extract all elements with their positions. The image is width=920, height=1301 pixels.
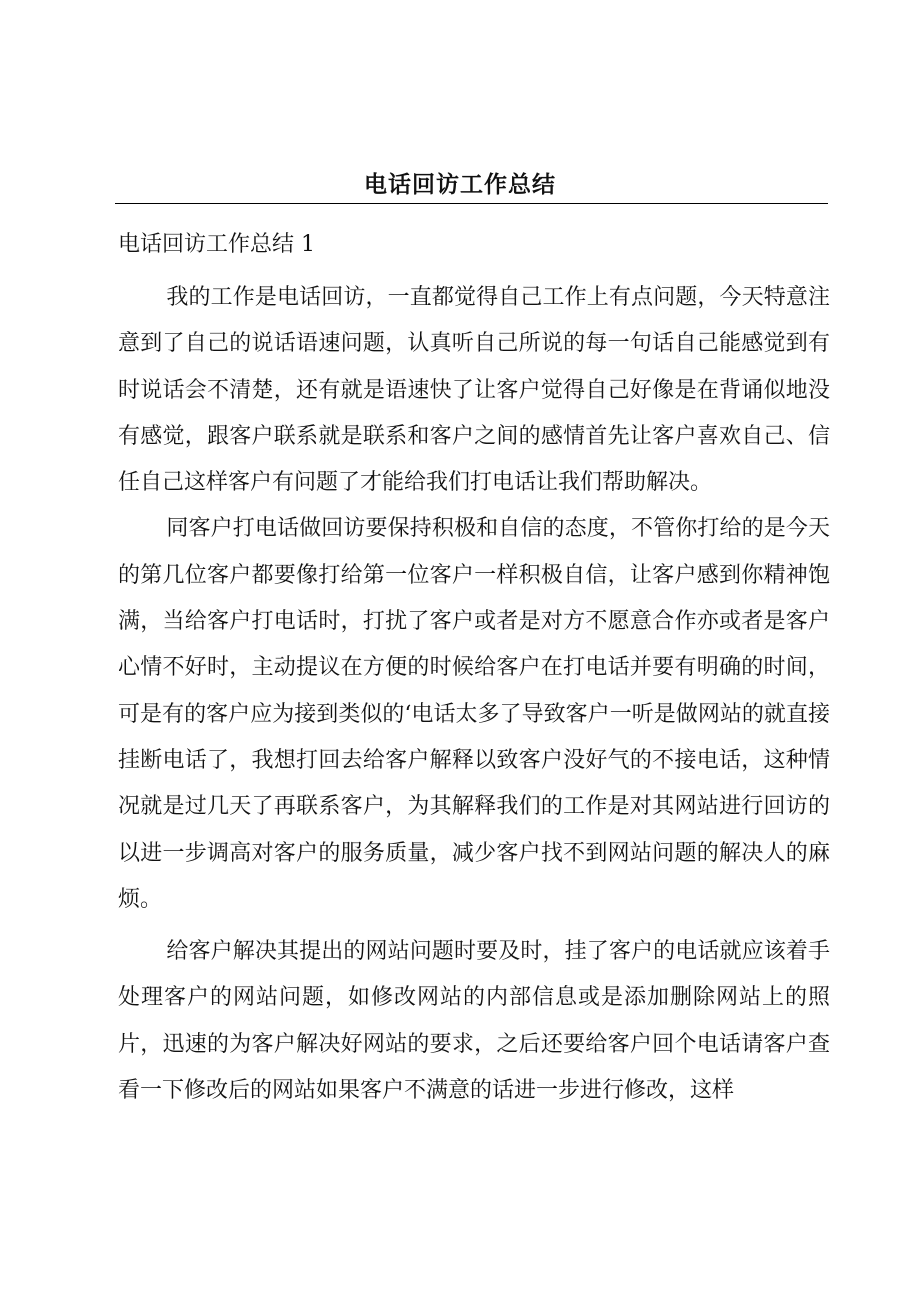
paragraph-2: 同客户打电话做回访要保持积极和自信的态度，不管你打给的是今天的第几位客户都要像打给第一位客户一样积极自信，让客户感到你精神饱满，当给客户打电话时，打扰了客户或者是对方不愿意合作亦或者是客户心情不好时，主动提议在方便的时候给客户在打电话并要有明确的时间，可是有的客户应为接到类似的‘电话太多了导致客户一听是做网站的就直接挂断电话了，我想打回去给客户解释以致客户没好气的不接电话，这种情况就是过几天了再联系客户，为其解释我们的工作是对其网站进行回访的以进一步调高对客户的服务质量，减少客户找不到网站问题的解决人的麻烦。 xyxy=(118,516,830,912)
paragraph-1: 我的工作是电话回访，一直都觉得自己工作上有点问题，今天特意注意到了自己的说话语速问题，认真听自己所说的每一句话自己能感觉到有时说话会不清楚，还有就是语速快了让客户觉得自己好像是在背诵似地没有感觉，跟客户联系就是联系和客户之间的感情首先让客户喜欢自己、信任自己这样客户有问题了才能给我们打电话让我们帮助解决。 xyxy=(118,285,830,496)
title-divider xyxy=(115,203,828,204)
document-title: 电话回访工作总结 xyxy=(364,172,556,198)
document-body xyxy=(118,275,830,1114)
paragraph-3: 给客户解决其提出的网站问题时要及时，挂了客户的电话就应该着手处理客户的网站问题，如修改网站的内部信息或是添加删除网站上的照片，迅速的为客户解决好网站的要求，之后还要给客户回个电话请客户查看一下修改后的网站如果客户不满意的话进一步进行修改，这样 xyxy=(118,939,830,1104)
section-heading: 电话回访工作总结 1 xyxy=(118,232,315,257)
